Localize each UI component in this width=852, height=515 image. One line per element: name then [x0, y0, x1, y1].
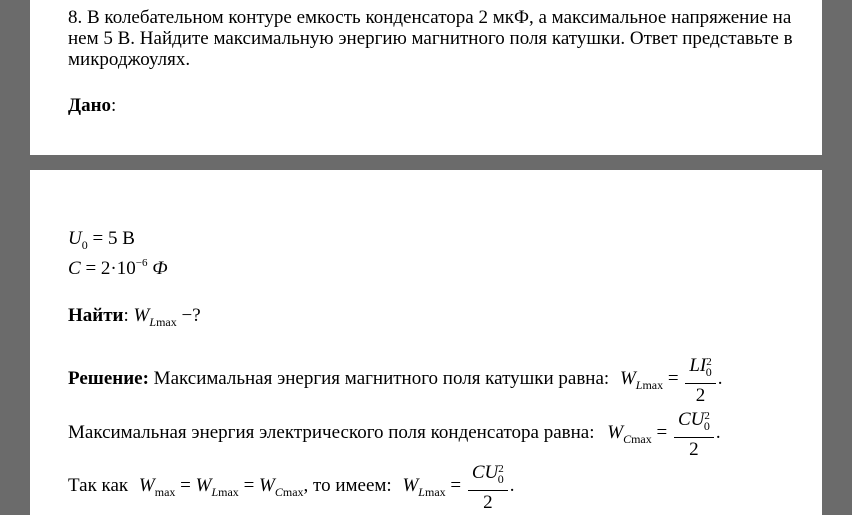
wc-sub-italic: C [274, 484, 283, 499]
fraction-numerator [685, 351, 715, 384]
find-symbol: W [133, 305, 150, 326]
num-sup: 2 [706, 356, 712, 368]
period: . [717, 367, 723, 389]
wl-sub-italic: L [211, 484, 219, 499]
wc-sub: max [631, 431, 652, 446]
fraction-cu2 [674, 405, 714, 462]
c-unit: Ф [147, 258, 168, 279]
num-sub: 0 [703, 419, 710, 433]
wc-sub: max [282, 484, 304, 499]
solution-line-1 [68, 351, 723, 408]
given-heading [68, 95, 116, 117]
given-voltage [68, 228, 135, 253]
num-sub: 0 [497, 472, 504, 486]
fraction-denominator: 2 [483, 492, 493, 513]
wc-sub-italic: C [623, 431, 632, 446]
wl-symbol: W [195, 474, 212, 496]
num-symbol: CU [471, 462, 499, 483]
wmax-sub: max [154, 484, 176, 499]
u0-subscript: 0 [81, 238, 88, 252]
fraction-li2 [685, 351, 715, 408]
c-symbol: C [68, 258, 81, 279]
fraction-denominator: 2 [689, 439, 699, 460]
solution-line2-text: Максимальная энергия электрического поля конденсатора равна: [68, 421, 595, 443]
line3-prefix: Так как [68, 474, 129, 496]
solution-line1-text: Максимальная энергия магнитного поля катушки равна: [148, 367, 610, 389]
wl-sub: max [218, 484, 239, 499]
find-colon: : [123, 305, 134, 326]
wc-symbol: W [607, 421, 624, 443]
find-sub: max [156, 315, 177, 329]
fraction-denominator: 2 [695, 385, 706, 406]
c-value: = 2·10 [80, 258, 136, 279]
line3-mid: , то имеем: [303, 474, 392, 496]
problem-statement: 8. В колебательном контуре емкость конденсатора 2 мкФ, а максимальное напряжение на нем 5 В. Найдите максимальную энергию магнитного поля катушки. Ответ представьте в микроджоулях. [68, 7, 793, 70]
equals-sign: = [656, 421, 668, 443]
num-sub: 0 [705, 365, 712, 379]
wl-sub: max [642, 377, 664, 392]
num-sup: 2 [704, 410, 710, 422]
find-sub-italic: L [149, 315, 157, 329]
equals-sign: = [180, 474, 191, 496]
page-2 [30, 170, 822, 515]
equals-sign: = [450, 474, 462, 496]
find-tail: −? [176, 305, 201, 326]
fraction-numerator [674, 405, 714, 438]
find-line [68, 305, 201, 330]
given-colon: : [111, 95, 117, 116]
wl-sub-italic: L [635, 377, 643, 392]
wl-symbol: W [402, 474, 419, 496]
wc-symbol: W [259, 474, 275, 496]
num-sup: 2 [498, 463, 504, 475]
equals-sign: = [243, 474, 255, 496]
c-exponent: −6 [135, 257, 148, 269]
wl-symbol: W [619, 367, 636, 389]
period: . [715, 421, 721, 443]
wl-sub: max [424, 484, 446, 499]
num-symbol: CU [677, 409, 705, 430]
page-1 [30, 0, 822, 155]
solution-label: Решение: [68, 367, 149, 389]
wl-sub-italic: L [418, 484, 425, 499]
period: . [509, 474, 515, 496]
u0-symbol: U [68, 228, 82, 249]
fraction-cu2 [468, 458, 508, 515]
fraction-numerator [468, 458, 508, 491]
solution-line-2 [68, 405, 721, 462]
num-symbol: LI [689, 355, 707, 376]
u0-value: = 5 В [87, 228, 135, 249]
find-label: Найти [68, 305, 124, 326]
solution-line-3 [68, 458, 515, 515]
equals-sign: = [667, 367, 679, 389]
wmax-symbol: W [138, 474, 155, 496]
given-capacitance [68, 257, 167, 280]
given-label: Дано [68, 95, 112, 116]
